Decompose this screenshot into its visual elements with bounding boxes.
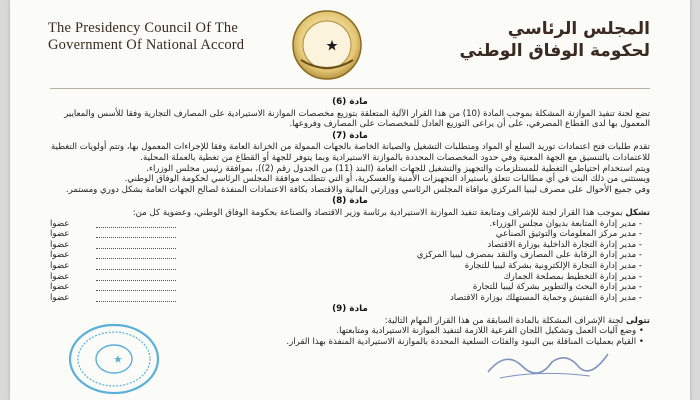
article-7-text-3: ويستثنى من ذلك البت في أي مطالبات تتعلق باستيراد التجهيزات الأمنية والعسكرية، أو التي تتطلب موافقة المجلس الرئاسي لحكومة الوفاق الوطني. — [124, 174, 650, 185]
member-label: عضوا — [50, 229, 70, 240]
member-role: - مدير إدارة المتابعة بديوان مجلس الوزراء. — [489, 218, 642, 229]
article-9-bullet-1: • وضع آليات العمل وتشكيل اللجان الفرعية اللازمة لتنفيذ الموازنة الاستيرادية ومتابعتها. — [336, 326, 644, 337]
article-7-text-2: ويتم استخدام احتياطي التغطية للمستلزمات والتجهيز والتشغيل للجهات العامة (البند (11) من الجدول رقم (2))، بموافقة رئيس مجلس الوزراء. — [146, 163, 650, 174]
official-stamp — [68, 322, 160, 396]
member-label: عضوا — [50, 292, 70, 303]
header-ar-line2: لحكومة الوفاق الوطني — [459, 41, 650, 61]
header-ar-line1: المجلس الرئاسي — [507, 19, 650, 39]
article-8-intro — [50, 208, 650, 219]
member-label: عضوا — [50, 239, 70, 250]
member-dots — [96, 229, 176, 238]
header-en-line1: The Presidency Council Of The — [48, 20, 238, 36]
article-8-title: مادة (8) — [332, 196, 368, 207]
member-role: - مدير إدارة الرقابة على المصارف والنقد بمصرف ليبيا المركزي — [416, 250, 642, 261]
member-dots — [96, 250, 176, 259]
member-role: - مدير إدارة التفتيش وحماية المستهلك بوزارة الاقتصاد — [449, 292, 642, 303]
header-en-line2: Government Of National Accord — [48, 37, 245, 53]
article-7-text-1: تقدم طلبات فتح اعتمادات توريد السلع أو المواد ومتطلبات التشغيل والصيانة الخاصة بالجهات الممولة من الخزانة العامة وفقا للإجراءات المعمول بها، وتتم أولويات التغطية للاعتمادات بالتنسيق مع الجهة المعنية وفي حدود المخصصات المحددة بالموازنة الاستيرادية وبما يتوفر للجهة أو القطاع من تغطية بالعملة المحلية. — [51, 142, 650, 163]
header-arabic — [400, 18, 650, 62]
member-row — [50, 250, 650, 261]
article-6-title: مادة (6) — [332, 97, 368, 107]
article-9-intro-bold: تتولى — [625, 315, 650, 326]
member-dots — [96, 272, 176, 281]
decree-body — [50, 96, 650, 348]
member-row — [50, 219, 650, 230]
member-dots — [96, 282, 176, 291]
member-row — [50, 261, 650, 272]
member-label: عضوا — [50, 250, 70, 261]
member-role: - مدير إدارة البحث والتطوير بشركة ليبيا للتجارة — [472, 282, 642, 293]
member-label: عضوا — [50, 271, 70, 282]
member-dots — [96, 293, 176, 302]
member-label: عضوا — [50, 260, 70, 271]
member-role: - مدير إدارة التجارة الإلكترونية بشركة ليبيا للتجارة — [464, 260, 642, 271]
article-6-text: تضع لجنة تنفيذ الموازنة المشكلة بموجب المادة (10) من هذا القرار الآلية المتعلقة بتوزيع مخصصات الموازنة الاستيرادية على المصارف التجارية وفقا للأسس والمعايير المعمول بها لدى القطاع المصرفي، على أن يراعى التوزيع العادل للمخصصات على المصارف وفروعها. — [64, 108, 650, 130]
header-english — [48, 20, 298, 54]
article-8-intro-bold: تشكل — [625, 207, 650, 218]
member-row — [50, 240, 650, 251]
government-emblem-logo — [287, 8, 367, 82]
article-9-intro-text: لجنة الإشراف المشكلة بالمادة السابقة من هذا القرار المهام التالية: — [384, 315, 624, 326]
member-row — [50, 229, 650, 240]
document-page — [10, 0, 690, 400]
member-role: - مدير إدارة التخطيط بمصلحة الجمارك — [503, 271, 642, 282]
article-8-intro-text: بموجب هذا القرار لجنة للإشراف ومتابعة تنفيذ الموازنة الاستيرادية برئاسة وزير الاقتصاد والصناعة بحكومة الوفاق الوطني، وعضوية كل من: — [132, 207, 623, 218]
member-dots — [96, 219, 176, 228]
article-7-title: مادة (7) — [332, 130, 368, 141]
member-role: - مدير إدارة التجارة الداخلية بوزارة الاقتصاد — [487, 239, 642, 250]
member-label: عضوا — [50, 218, 70, 229]
member-row — [50, 282, 650, 293]
member-role: - مدير مركز المعلومات والتوثيق الصناعي — [495, 229, 642, 240]
member-dots — [96, 261, 176, 270]
member-row — [50, 293, 650, 304]
header-divider — [50, 88, 650, 89]
member-dots — [96, 240, 176, 249]
signature-mark — [480, 344, 620, 384]
article-7-text-4: وفي جميع الأحوال على مصرف ليبيا المركزي موافاة المجلس الرئاسي ووزارتي المالية والاقتصاد بكافة الاعتمادات المنفذة لصالح الجهات العامة بشكل دوري ومستمر. — [65, 184, 650, 195]
member-label: عضوا — [50, 282, 70, 293]
article-9-bullet-2: • القيام بعمليات المناقلة بين البنود والفئات السلعية المحددة بالموازنة الاستيرادية المنفذة بهذا القرار. — [286, 337, 644, 348]
member-row — [50, 272, 650, 283]
article-9-title: مادة (9) — [332, 304, 368, 315]
